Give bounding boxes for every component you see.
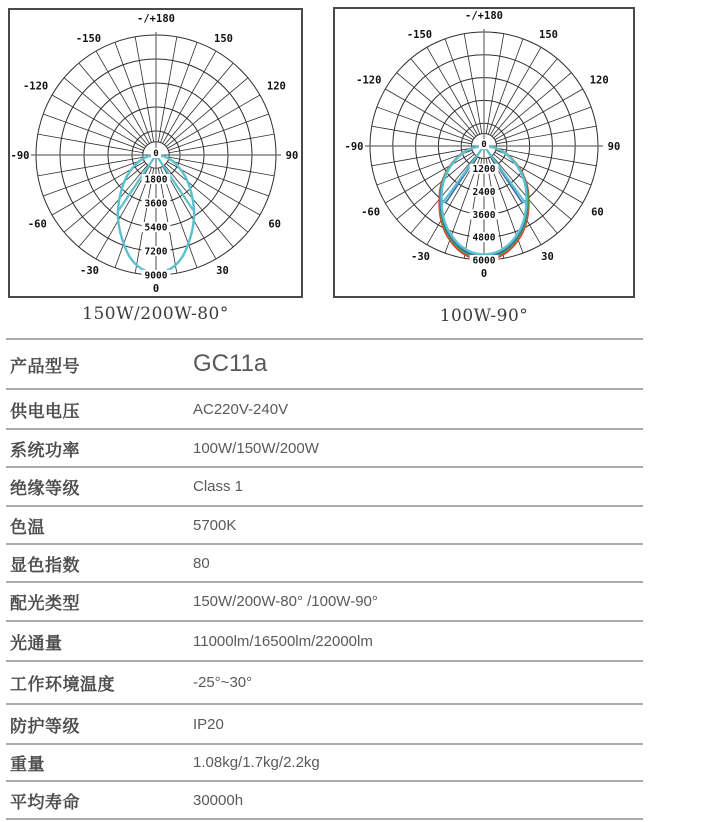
ring-value-label: 1200 [472, 164, 496, 176]
chart-caption-right: 100W-90° [439, 306, 529, 326]
ring-value-label: 5400 [144, 222, 168, 234]
angle-label: -30 [80, 264, 99, 277]
photometric-diagram-100w [333, 7, 635, 298]
grid-spoke [38, 157, 143, 176]
angle-label: 120 [589, 74, 609, 87]
polar-chart-right [335, 9, 633, 296]
angle-label: -90 [344, 140, 364, 153]
spec-value: AC220V-240V [193, 400, 289, 418]
angle-label: -90 [10, 149, 30, 162]
angle-label: -/+180 [137, 12, 175, 25]
table-row [6, 338, 643, 388]
spec-value: -25°~30° [193, 674, 253, 691]
ring-value-label: 1800 [144, 174, 168, 186]
table-row [6, 743, 643, 780]
angle-label: -150 [75, 32, 102, 45]
table-row [6, 581, 643, 620]
ring-value-label: 2400 [472, 187, 496, 199]
angle-label: 90 [285, 149, 299, 162]
grid-spoke [496, 126, 596, 144]
angle-label: 30 [216, 264, 229, 277]
grid-spoke [135, 37, 154, 142]
spec-label: 光通量 [10, 633, 63, 653]
angle-label: 30 [541, 250, 554, 263]
table-row [6, 660, 643, 703]
ring-value-label: 0 [153, 149, 159, 160]
angle-label: 90 [607, 140, 621, 153]
spec-value: 100W/150W/200W [193, 439, 319, 457]
ring-value-label: 4800 [472, 232, 496, 244]
polar-chart-left [10, 10, 301, 296]
spec-label: 平均寿命 [10, 792, 80, 812]
angle-label: 0 [152, 282, 160, 295]
spec-value: Class 1 [193, 478, 244, 495]
angle-label: 0 [480, 267, 488, 280]
grid-spoke [158, 37, 177, 142]
chart-caption-left: 150W/200W-80° [82, 304, 229, 324]
grid-spoke [169, 134, 274, 153]
grid-spoke [169, 157, 274, 176]
angle-label: -120 [356, 74, 382, 87]
spec-table [6, 338, 643, 820]
spec-value: 5700K [193, 516, 237, 534]
grid-spoke [372, 126, 472, 144]
spec-label: 显色指数 [10, 555, 80, 575]
spec-label: 产品型号 [10, 356, 80, 376]
table-bottom-line [6, 818, 643, 820]
spec-value: 80 [193, 554, 210, 572]
ring-value-label: 7200 [144, 246, 168, 258]
table-row [6, 703, 643, 743]
ring-value-label: 3600 [144, 198, 168, 210]
angle-label: -60 [27, 218, 47, 231]
angle-label: -120 [22, 80, 49, 93]
angle-label: -150 [406, 29, 433, 42]
table-row [6, 780, 643, 818]
grid-spoke [464, 34, 482, 134]
grid-spoke [38, 134, 143, 153]
spec-value: IP20 [193, 715, 224, 733]
ring-value-label: 6000 [472, 255, 496, 267]
angle-label: -30 [411, 250, 430, 263]
table-row [6, 505, 643, 543]
table-row [6, 466, 643, 505]
angle-label: 60 [591, 206, 604, 219]
angle-label: -/+180 [465, 9, 503, 22]
table-row [6, 388, 643, 428]
angle-label: 150 [214, 32, 233, 45]
spec-label: 色温 [10, 517, 45, 537]
photometric-diagram-150w-200w [8, 8, 303, 298]
ring-value-label: 0 [481, 140, 487, 151]
spec-label: 绝缘等级 [10, 479, 80, 498]
spec-value: 30000h [193, 791, 244, 809]
spec-label: 系统功率 [10, 440, 80, 460]
angle-label: 60 [268, 218, 281, 231]
angle-label: 150 [539, 29, 558, 42]
spec-label: 供电电压 [10, 401, 80, 421]
spec-label: 重量 [10, 755, 45, 774]
spec-value: 1.08kg/1.7kg/2.2kg [193, 754, 320, 771]
spec-value: 11000lm/16500lm/22000lm [193, 632, 373, 650]
table-row [6, 428, 643, 466]
ring-value-label: 9000 [144, 270, 168, 282]
spec-label: 配光类型 [10, 594, 80, 613]
spec-value: GC11a [193, 350, 268, 377]
angle-label: 120 [266, 80, 286, 93]
spec-value: 150W/200W-80° /100W-90° [193, 593, 378, 610]
table-row [6, 620, 643, 660]
spec-label: 防护等级 [10, 716, 80, 736]
ring-value-label: 3600 [472, 209, 496, 221]
table-row [6, 543, 643, 581]
grid-spoke [486, 34, 504, 134]
angle-label: -60 [361, 206, 381, 219]
spec-label: 工作环境温度 [10, 675, 115, 694]
